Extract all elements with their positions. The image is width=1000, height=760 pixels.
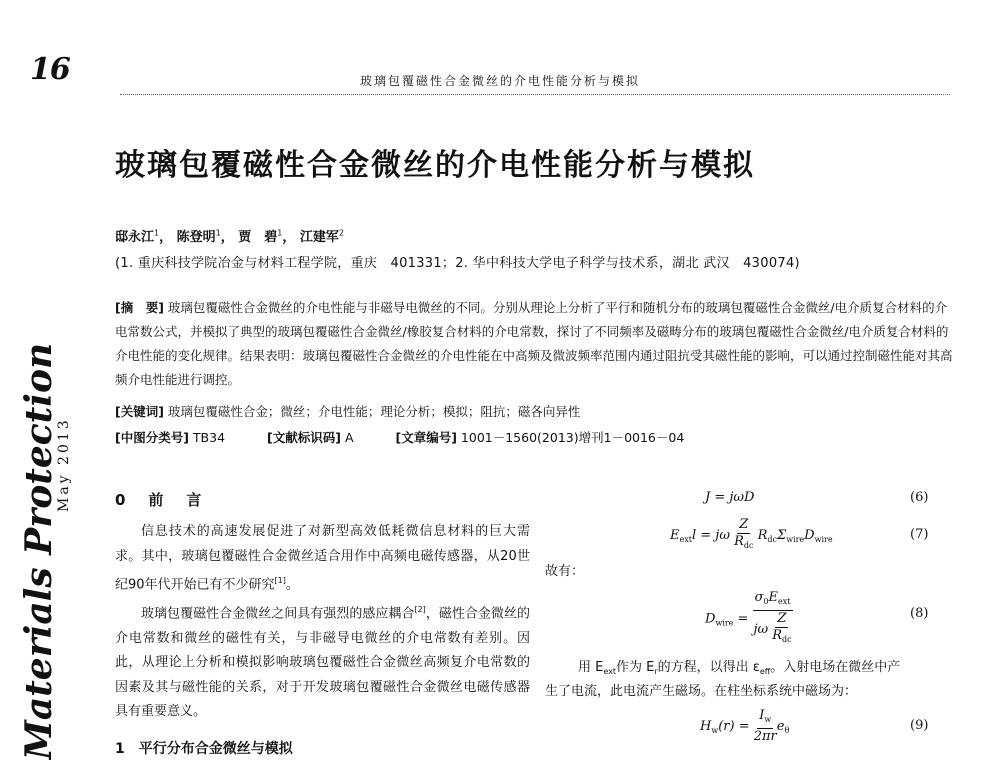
equation-number: (9) [910, 718, 929, 733]
paper-title: 玻璃包覆磁性合金微丝的介电性能分析与模拟 [115, 148, 755, 183]
equation-6: J = jωD [705, 490, 755, 505]
article-no-value: 1001－1560(2013)增刊1－0016－04 [460, 430, 685, 445]
section-heading: 1 平行分布合金微丝与模拟 [115, 741, 293, 757]
intro-body [115, 520, 530, 725]
body-text: 用 $E_{ext}$作为 $E_r$的方程，以得出 $\varepsilon_{eff}$。入射电场在微丝中产 [578, 660, 901, 676]
equation-9: $H_w(r)$ = $\frac{I_w}{2\pi r}$ $e_\theta$ [700, 708, 790, 744]
running-header: 玻璃包覆磁性合金微丝的介电性能分析与模拟 [359, 74, 640, 88]
equation-7: $E_{ext}l = j\omega$ $\frac{Z}{R_{dc}}$ $R_{dc}\Sigma_{wire}D_{wire}$ [670, 517, 833, 550]
paragraph: 信息技术的高速发展促进了对新型高效低耗微信息材料的巨大需求。其中，玻璃包覆磁性合金微丝适合用作中高频电磁传感器，从20世纪90年代开始已有不少研究[1]。 [115, 524, 530, 593]
equation-number: (8) [910, 606, 929, 621]
keywords-label: [关键词] [115, 404, 164, 419]
keywords [115, 402, 580, 420]
clc-value: TB34 [192, 430, 226, 445]
page-number: 16 [30, 52, 70, 87]
author: 贾 碧 [238, 230, 278, 245]
equation-number: (6) [910, 490, 929, 505]
section-heading: 0 前 言 [115, 491, 206, 509]
article-no-label: [文章编号] [395, 430, 457, 445]
body-text: 生了电流，此电流产生磁场。在柱坐标系统中磁场为： [545, 684, 858, 699]
doc-code-value: A [344, 430, 354, 445]
side-journal-name: Materials Protection [18, 342, 60, 760]
keywords-text: 玻璃包覆磁性合金；微丝；介电性能；理论分析；模拟；阻抗；磁各向异性 [167, 404, 581, 419]
author: 陈登明 [176, 230, 216, 245]
doc-code-label: [文献标识码] [267, 430, 341, 445]
equation-number: (7) [910, 527, 929, 542]
author: 邸永江 [115, 230, 155, 245]
classification-line [115, 428, 722, 446]
clc-label: [中图分类号] [115, 430, 189, 445]
abstract-text: 玻璃包覆磁性合金微丝的介电性能与非磁导电微丝的不同。分别从理论上分析了平行和随机分布的玻璃包覆磁性合金微丝/电介质复合材料的介电常数公式，并模拟了典型的玻璃包覆磁性合金微丝/橡胶复合材料的介电常数，探讨了不同频率及磁畴分布的玻璃包覆磁性合金微丝/电介质复合材料的介电性能的变化规律。结果表明：玻璃包覆磁性合金微丝的介电性能在中高频及微波频率范围内通过阻抗受其磁性能的影响，可以通过控制磁性能对其高频介电性能进行调控。 [115, 300, 953, 387]
author-list: 邸永江$^1$， 陈登明$^1$， 贾 碧$^1$， 江建军$^2$ [115, 228, 345, 245]
affiliation: (1. 重庆科技学院冶金与材料工程学院，重庆 401331；2. 华中科技大学电子科学与技术系，湖北 武汉 430074) [115, 256, 800, 271]
author: 江建军 [299, 230, 339, 245]
abstract [115, 296, 955, 392]
therefore-text: 故有： [545, 564, 585, 579]
header-rule [120, 94, 950, 95]
paragraph: 玻璃包覆磁性合金微丝之间具有强烈的感应耦合[2]，磁性合金微丝的介电常数和微丝的磁性有关，与非磁导电微丝的介电常数有差别。因此，从理论上分析和模拟影响玻璃包覆磁性合金微丝高频复介电常数的因素及其与磁性能的关系，对于开发玻璃包覆磁性合金微丝电磁传感器具有重要意义。 [115, 604, 530, 720]
equation-8: $D_{wire}$ = $\sigma_0E_{ext}$ jω $\frac{Z}{R_{dc}}$ [705, 590, 792, 644]
side-date: May 2013 [56, 417, 72, 512]
abstract-label: [摘 要] [115, 300, 164, 315]
